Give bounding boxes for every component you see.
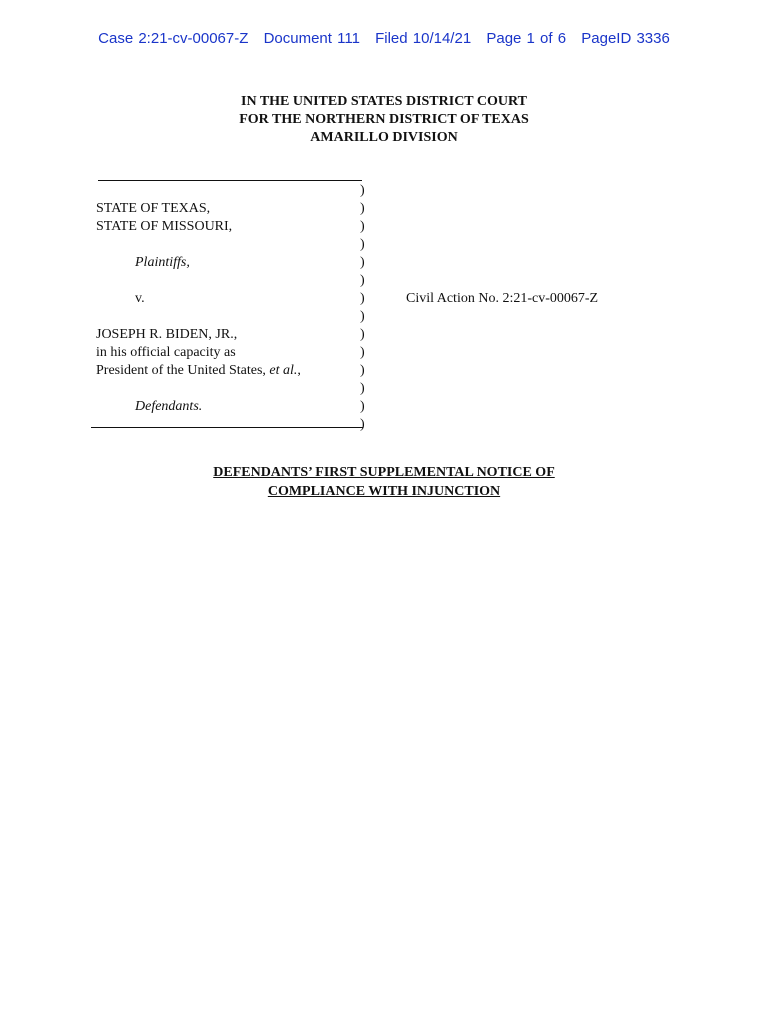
- filing-header-stamp: [0, 30, 768, 47]
- defendant-title: [96, 362, 301, 380]
- paren: ): [360, 255, 365, 270]
- paren: ): [360, 327, 365, 342]
- paren: ): [360, 201, 365, 216]
- paren: ): [360, 399, 365, 414]
- paren: ): [360, 363, 365, 378]
- paren: ): [360, 273, 365, 288]
- plaintiffs-label: Plaintiffs,: [135, 255, 190, 270]
- court-line-3: AMARILLO DIVISION: [310, 130, 458, 145]
- defendants-label: Defendants.: [135, 399, 203, 414]
- caption-bottom-rule: [91, 427, 363, 428]
- case-number: Case 2:21-cv-00067-Z: [98, 30, 249, 47]
- paren: ): [360, 291, 365, 306]
- paren: ): [360, 381, 365, 396]
- caption-top-rule: [98, 180, 362, 181]
- paren: ): [360, 183, 365, 198]
- paren: ): [360, 309, 365, 324]
- filed-date: Filed 10/14/21: [375, 30, 472, 47]
- paren: ): [360, 219, 365, 234]
- paren: ): [360, 345, 365, 360]
- document-number: Document 111: [263, 30, 360, 47]
- plaintiff-missouri: STATE OF MISSOURI,: [96, 219, 233, 234]
- et-al: et al.: [269, 363, 298, 378]
- versus: v.: [135, 291, 145, 306]
- court-heading: [0, 93, 768, 147]
- defendant-capacity: in his official capacity as: [96, 345, 236, 360]
- page-id: PageID 3336: [581, 30, 670, 47]
- court-line-2: FOR THE NORTHERN DISTRICT OF TEXAS: [239, 112, 529, 127]
- page-indicator: Page 1 of 6: [486, 30, 567, 47]
- caption-parentheses: [360, 182, 370, 434]
- civil-action-number: Civil Action No. 2:21-cv-00067-Z: [406, 291, 599, 306]
- title-line-1: DEFENDANTS’ FIRST SUPPLEMENTAL NOTICE OF: [213, 465, 555, 480]
- defendant-name: JOSEPH R. BIDEN, JR.,: [96, 327, 238, 342]
- title-line-2: COMPLIANCE WITH INJUNCTION: [267, 484, 501, 499]
- court-line-1: IN THE UNITED STATES DISTRICT COURT: [241, 94, 527, 109]
- paren: ): [360, 417, 365, 432]
- document-title: [0, 463, 768, 501]
- defendant-title-comma: ,: [297, 363, 301, 378]
- paren: ): [360, 237, 365, 252]
- plaintiff-texas: STATE OF TEXAS,: [96, 201, 211, 216]
- defendant-title-text: President of the United States,: [96, 363, 270, 378]
